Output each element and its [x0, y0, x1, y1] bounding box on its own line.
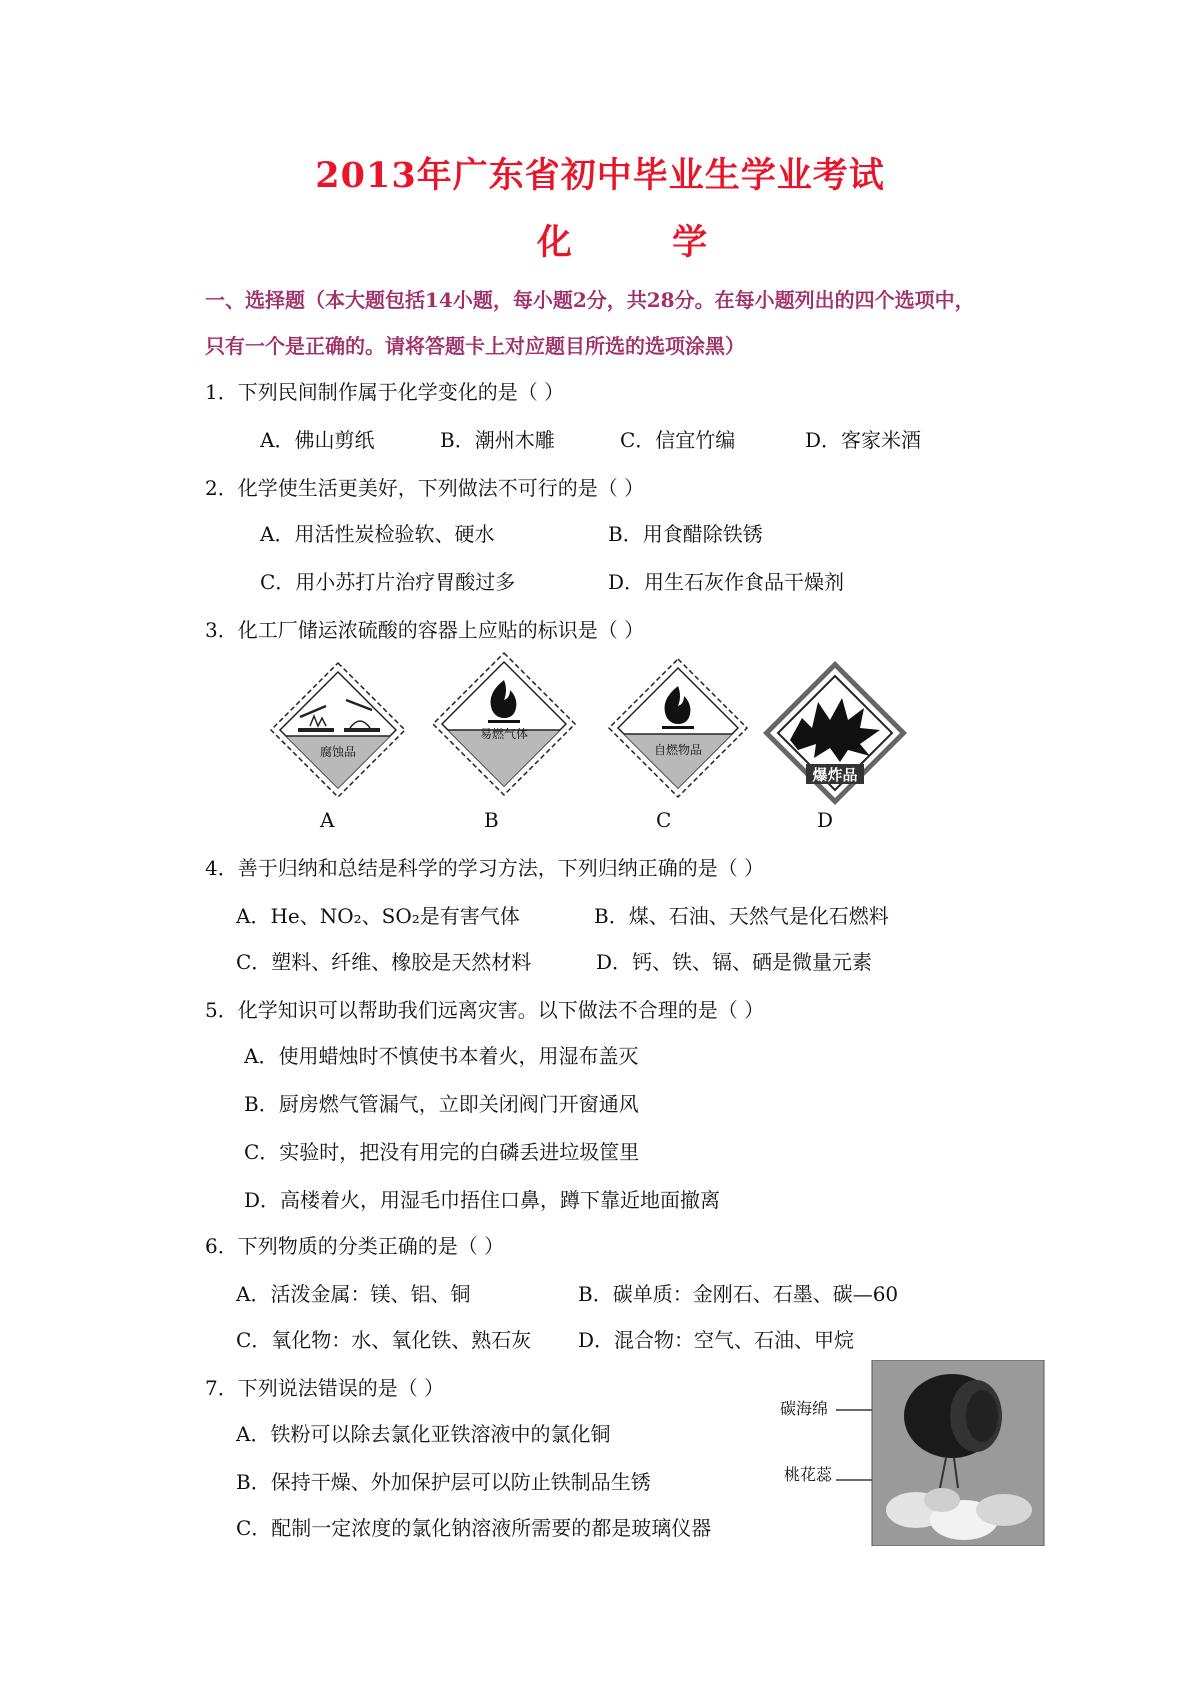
carbon-sponge-icon [904, 1374, 1002, 1458]
subject-title: 化 学 [536, 222, 752, 263]
q1-option-d: D．客家米酒 [805, 428, 922, 452]
q7-option-a: A．铁粉可以除去氯化亚铁溶液中的氯化铜 [236, 1422, 611, 1446]
q2-option-b: B．用食醋除铁锈 [608, 522, 763, 546]
question-3-stem: 3．化工厂储运浓硫酸的容器上应贴的标识是（ ） [205, 618, 645, 642]
section-heading-line1: 一、选择题（本大题包括14小题，每小题2分，共28分。在每小题列出的四个选项中， [205, 288, 975, 312]
sign-b-flammable-gas [430, 650, 578, 798]
sign-c-text: 自燃物品 [653, 743, 703, 757]
question-6-stem: 6．下列物质的分类正确的是（ ） [205, 1234, 505, 1258]
q7-option-c: C．配制一定浓度的氯化钠溶液所需要的都是玻璃仪器 [236, 1516, 712, 1540]
q6-option-d: D．混合物：空气、石油、甲烷 [578, 1328, 855, 1352]
sign-d-letter: D [817, 808, 834, 832]
question-7-stem: 7．下列说法错误的是（ ） [205, 1376, 445, 1400]
section-heading-line2: 只有一个是正确的。请将答题卡上对应题目所选的选项涂黑） [205, 334, 745, 358]
sign-a-corrosive [268, 660, 408, 800]
q5-option-d: D．高楼着火，用湿毛巾捂住口鼻，蹲下靠近地面撤离 [244, 1188, 721, 1212]
q1-option-a: A．佛山剪纸 [260, 428, 375, 452]
sign-c-letter: C [656, 808, 672, 832]
exam-title: 2013年广东省初中毕业生学业考试 [315, 155, 885, 196]
q4-option-c: C．塑料、纤维、橡胶是天然材料 [236, 950, 532, 974]
q6-option-b: B．碳单质：金刚石、石墨、碳—60 [578, 1282, 899, 1306]
sign-a-letter: A [320, 808, 335, 832]
sign-b-text: 易燃气体 [479, 727, 529, 741]
q6-option-c: C．氧化物：水、氧化铁、熟石灰 [236, 1328, 532, 1352]
question-4-stem: 4．善于归纳和总结是科学的学习方法，下列归纳正确的是（ ） [205, 856, 765, 880]
q6-option-a: A．活泼金属：镁、铝、铜 [236, 1282, 471, 1306]
q1-option-b: B．潮州木雕 [440, 428, 555, 452]
sign-d-text: 爆炸品 [812, 766, 858, 784]
q5-option-b: B．厨房燃气管漏气，立即关闭阀门开窗通风 [244, 1092, 639, 1116]
q4-option-d: D．钙、铁、镉、硒是微量元素 [596, 950, 873, 974]
q4-option-b: B．煤、石油、天然气是化石燃料 [594, 904, 889, 928]
q7-option-b: B．保持干燥、外加保护层可以防止铁制品生锈 [236, 1470, 651, 1494]
q4-option-a: A．He、NO₂、SO₂是有害气体 [236, 904, 520, 928]
sign-a-text: 腐蚀品 [319, 745, 357, 759]
sign-d-explosive [760, 658, 910, 808]
q5-option-c: C．实验时，把没有用完的白磷丢进垃圾筐里 [244, 1140, 640, 1164]
sign-c-spontaneous-combustion [606, 656, 750, 800]
sign-b-letter: B [484, 808, 499, 832]
carbon-sponge-photo [836, 1360, 1046, 1546]
q2-option-c: C．用小苏打片治疗胃酸过多 [260, 570, 516, 594]
question-5-stem: 5．化学知识可以帮助我们远离灾害。以下做法不合理的是（ ） [205, 998, 765, 1022]
figure-label-carbon-sponge: 碳海绵 [780, 1399, 829, 1418]
question-2-stem: 2．化学使生活更美好，下列做法不可行的是（ ） [205, 476, 645, 500]
q1-option-c: C．信宜竹编 [620, 428, 736, 452]
q5-option-a: A．使用蜡烛时不慎使书本着火，用湿布盖灭 [244, 1044, 639, 1068]
figure-label-peach-stamen: 桃花蕊 [784, 1465, 833, 1484]
q2-option-d: D．用生石灰作食品干燥剂 [608, 570, 845, 594]
q2-option-a: A．用活性炭检验软、硬水 [260, 522, 495, 546]
question-1-stem: 1．下列民间制作属于化学变化的是（ ） [205, 380, 565, 404]
